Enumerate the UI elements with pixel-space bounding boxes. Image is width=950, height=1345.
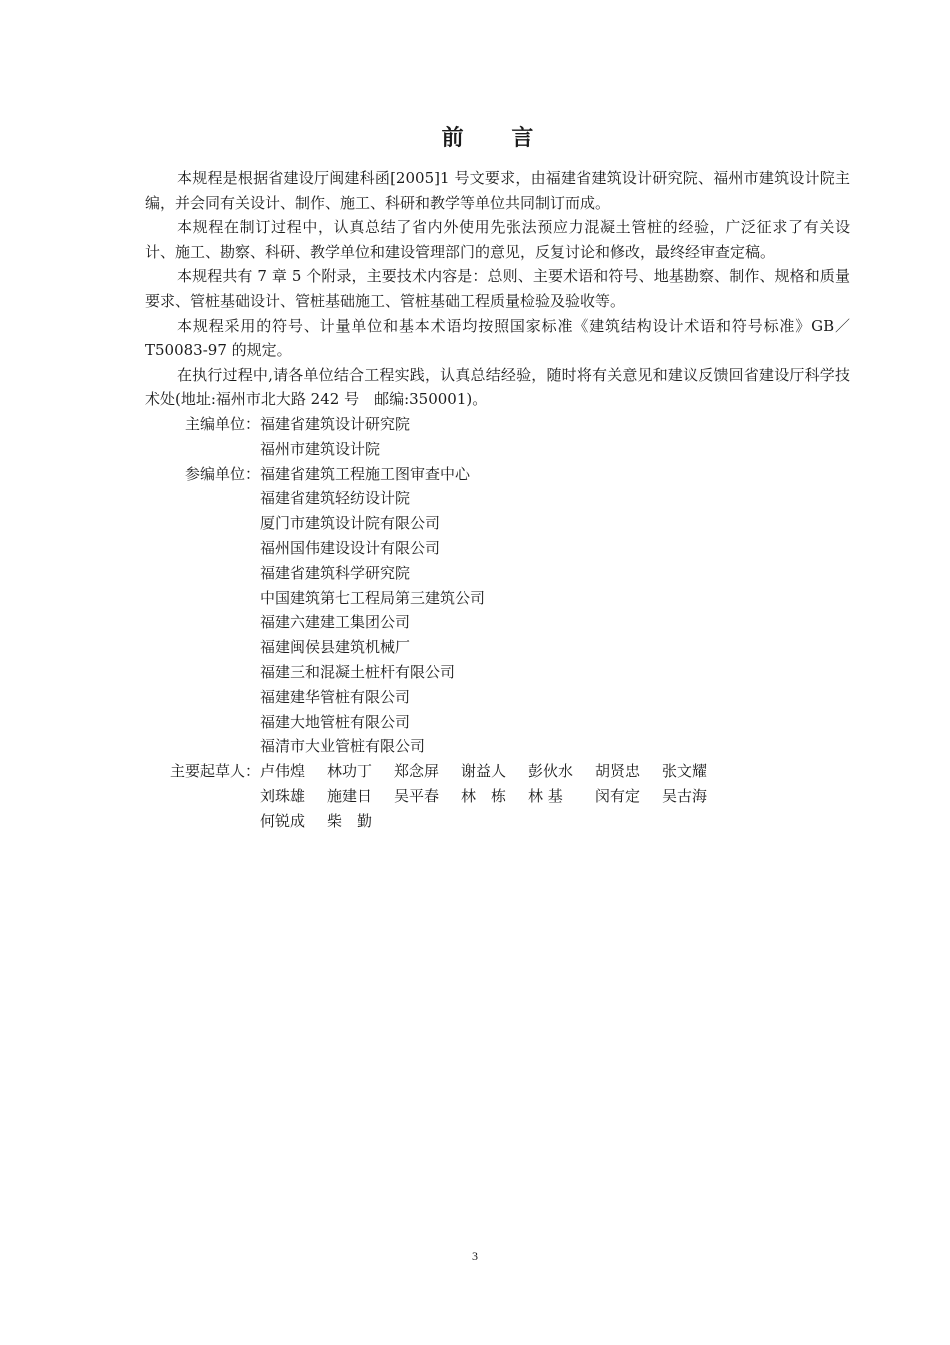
participating-unit-item: 福州国伟建设设计有限公司 <box>260 538 441 557</box>
drafter-name: 吴平春 <box>394 786 440 805</box>
chief-units-label: 主编单位： <box>184 414 260 433</box>
drafter-name: 张文耀 <box>662 762 708 781</box>
drafter-name: 林 基 <box>528 786 563 805</box>
drafters-label: 主要起草人： <box>169 762 260 781</box>
drafter-name: 柴 勤 <box>327 811 373 830</box>
participating-units-label: 参编单位： <box>184 464 260 483</box>
drafter-name: 彭伙水 <box>528 762 574 781</box>
participating-unit-item: 福建大地管桩有限公司 <box>260 712 411 731</box>
participating-unit-item: 福建省建筑科学研究院 <box>260 563 411 582</box>
drafters-block <box>145 759 850 833</box>
participating-unit-item: 厦门市建筑设计院有限公司 <box>260 514 441 533</box>
participating-unit-item: 福建闽侯县建筑机械厂 <box>260 638 411 657</box>
paragraph-2: 本规程在制订过程中，认真总结了省内外使用先张法预应力混凝土管桩的经验，广泛征求了有关设计、施工、勘察、科研、教学单位和建设管理部门的意见，反复讨论和修改，最终经审查定稿。 <box>145 218 850 261</box>
chief-unit-item: 福州市建筑设计院 <box>260 439 381 458</box>
drafter-name: 郑念屏 <box>394 762 440 781</box>
drafter-name: 谢益人 <box>461 762 507 781</box>
page-number: 3 <box>472 1249 478 1263</box>
participating-unit-item: 福建省建筑工程施工图审查中心 <box>260 464 471 483</box>
drafter-name: 何锐成 <box>260 811 306 830</box>
drafter-name: 卢伟煌 <box>260 762 306 781</box>
page-title: 前 言 <box>441 126 554 151</box>
drafter-name: 吴古海 <box>662 786 708 805</box>
drafter-name: 刘珠雄 <box>260 786 306 805</box>
chief-unit-item: 福建省建筑设计研究院 <box>260 414 411 433</box>
participating-units-block <box>145 462 850 760</box>
drafter-name: 胡贤忠 <box>595 762 641 781</box>
participating-unit-item: 中国建筑第七工程局第三建筑公司 <box>260 588 486 607</box>
paragraph-4: 本规程采用的符号、计量单位和基本术语均按照国家标准《建筑结构设计术语和符号标准》GB／T50083-97 的规定。 <box>145 316 850 360</box>
drafter-name: 林 栋 <box>461 786 507 805</box>
paragraph-3: 本规程共有 7 章 5 个附录，主要技术内容是：总则、主要术语和符号、地基勘察、制作、规格和质量要求、管桩基础设计、管桩基础施工、管桩基础工程质量检验及验收等。 <box>145 267 850 310</box>
participating-unit-item: 福清市大业管桩有限公司 <box>260 737 426 756</box>
drafter-name: 林功丁 <box>327 762 373 781</box>
participating-unit-item: 福建六建建工集团公司 <box>260 613 411 632</box>
paragraph-5: 在执行过程中,请各单位结合工程实践，认真总结经验，随时将有关意见和建议反馈回省建设厅科学技术处(地址:福州市北大路 242 号 邮编:350001)。 <box>145 365 850 409</box>
participating-unit-item: 福建三和混凝土桩杆有限公司 <box>260 662 456 681</box>
participating-unit-item: 福建建华管桩有限公司 <box>260 687 411 706</box>
drafter-name: 闵有定 <box>595 786 641 805</box>
chief-units-block <box>145 412 850 462</box>
participating-unit-item: 福建省建筑轻纺设计院 <box>260 489 411 508</box>
paragraph-1: 本规程是根据省建设厅闽建科函[2005]1 号文要求，由福建省建筑设计研究院、福州市建筑设计院主编，并会同有关设计、制作、施工、科研和教学等单位共同制订而成。 <box>145 169 850 212</box>
document-body <box>145 166 850 833</box>
drafter-name: 施建日 <box>327 786 373 805</box>
